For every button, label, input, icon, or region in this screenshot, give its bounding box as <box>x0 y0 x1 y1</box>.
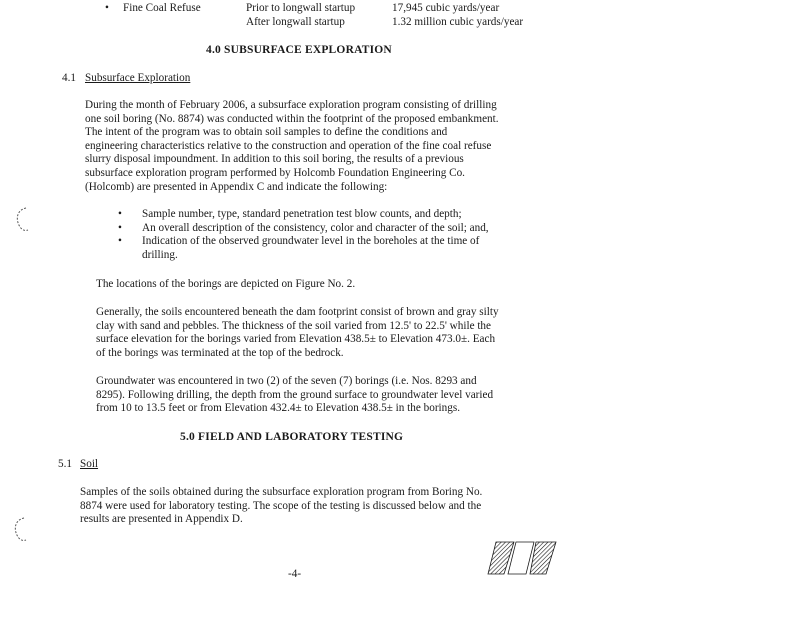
paragraph-line: The intent of the program was to obtain soil samples to define the conditions and <box>85 126 448 139</box>
list-item <box>118 222 489 236</box>
section-4-paragraph-1 <box>85 99 533 194</box>
table-condition-1: Prior to longwall startup <box>246 2 356 14</box>
paragraph-line: of the borings was terminated at the top of the bedrock. <box>96 346 344 359</box>
paragraph-line: During the month of February 2006, a subsurface exploration program consisting of drilling <box>85 99 497 111</box>
paragraph-line: from 10 to 13.5 feet or from Elevation 432.4± to Elevation 438.5± in the borings. <box>96 402 460 415</box>
list-item-text: Sample number, type, standard penetration test blow counts, and depth; <box>142 208 462 220</box>
paragraph-line: surface elevation for the borings varied from Elevation 438.5± to Elevation 473.0±. Each <box>96 333 496 346</box>
paragraph-line: engineering characteristics relative to the construction and operation of the fine coal refuse <box>85 139 492 152</box>
section-5-heading: 5.0 FIELD AND LABORATORY TESTING <box>180 431 404 443</box>
bullet-icon: • <box>118 235 122 248</box>
table-bullet: • <box>105 2 109 14</box>
company-logo-stamp <box>486 540 558 576</box>
paragraph-line: results are presented in Appendix D. <box>80 513 243 526</box>
table-value-2: 1.32 million cubic yards/year <box>392 16 524 28</box>
subsection-5-1-number: 5.1 <box>58 458 72 470</box>
subsection-5-1-title: Soil <box>80 458 99 470</box>
subsection-4-1-title: Subsurface Exploration <box>85 72 191 84</box>
paragraph-line: Generally, the soils encountered beneath the dam footprint consist of brown and gray silty <box>96 306 499 318</box>
paragraph-line: Samples of the soils obtained during the subsurface exploration program from Boring No. <box>80 486 483 498</box>
paragraph-line: 8295). Following drilling, the depth from the ground surface to groundwater level varied <box>96 388 494 401</box>
bullet-icon: • <box>118 208 122 220</box>
table-condition-2: After longwall startup <box>246 16 345 28</box>
section-4-paragraph-2: The locations of the borings are depicted on Figure No. 2. <box>96 278 356 290</box>
page-number: -4- <box>288 568 302 580</box>
bullet-icon: • <box>118 221 122 234</box>
paragraph-line: one soil boring (No. 8874) was conducted within the footprint of the proposed embankment. <box>85 112 499 125</box>
list-item <box>118 235 489 262</box>
subsection-4-1-number: 4.1 <box>62 72 76 84</box>
paragraph-line: 8874 were used for laboratory testing. The scope of the testing is discussed below and the <box>80 499 482 512</box>
holcomb-results-list <box>118 208 489 262</box>
binder-hole-icon <box>10 515 32 543</box>
paragraph-line: (Holcomb) are presented in Appendix C and indicate the following: <box>85 180 388 193</box>
section-5-paragraph-1 <box>80 486 520 527</box>
section-4-paragraph-4 <box>96 375 534 416</box>
section-4-heading: 4.0 SUBSURFACE EXPLORATION <box>206 44 392 56</box>
paragraph-line: Groundwater was encountered in two (2) of the seven (7) borings (i.e. Nos. 8293 and <box>96 375 477 387</box>
table-item-label: Fine Coal Refuse <box>123 2 201 14</box>
section-4-paragraph-3 <box>96 306 534 360</box>
list-item-text: Indication of the observed groundwater level in the boreholes at the time of <box>142 235 480 248</box>
list-item <box>118 208 489 222</box>
paragraph-line: clay with sand and pebbles. The thickness of the soil varied from 12.5' to 22.5' while the <box>96 319 491 332</box>
paragraph-line: subsurface exploration program performed by Holcomb Foundation Engineering Co. <box>85 166 465 179</box>
table-value-1: 17,945 cubic yards/year <box>392 2 500 14</box>
binder-hole-icon <box>12 205 34 233</box>
list-item-text: An overall description of the consistency, color and character of the soil; and, <box>142 221 489 234</box>
list-item-text-continued: drilling. <box>142 248 178 261</box>
paragraph-line: slurry disposal impoundment. In addition to this soil boring, the results of a previous <box>85 153 464 166</box>
